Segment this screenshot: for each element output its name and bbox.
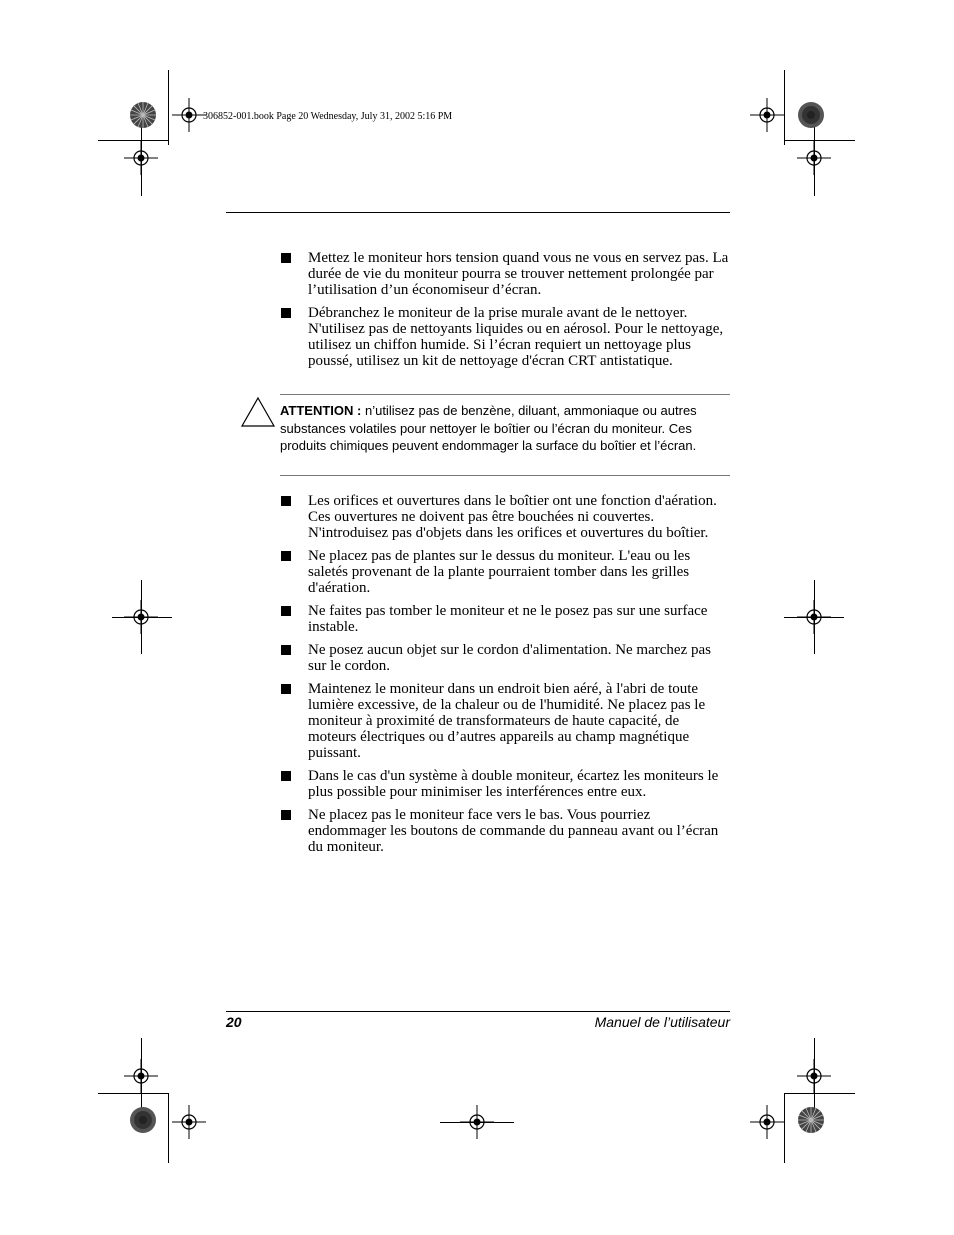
square-bullet-icon <box>281 771 291 781</box>
registration-target-icon <box>750 98 784 132</box>
caution-text <box>280 402 720 455</box>
list-item-text: Ne placez pas le moniteur face vers le bas. Vous pourriez endommager les boutons de commande du panneau avant ou l’écran du moniteur. <box>308 807 719 855</box>
crop-mark <box>814 118 815 196</box>
crop-mark <box>112 617 172 618</box>
square-bullet-icon <box>281 810 291 820</box>
crop-mark <box>98 1093 168 1094</box>
crop-mark <box>784 70 785 145</box>
footer-title: Manuel de l’utilisateur <box>594 1014 730 1030</box>
crop-mark <box>785 1093 855 1094</box>
crop-mark <box>784 617 844 618</box>
list-item-text: Dans le cas d'un système à double moniteur, écartez les moniteurs le plus possible pour minimiser les interférences entre eux. <box>308 768 719 800</box>
crop-mark <box>168 1093 169 1163</box>
book-info-header: 306852-001.book Page 20 Wednesday, July 31, 2002 5:16 PM <box>203 111 453 122</box>
list-item <box>280 493 730 541</box>
crop-mark <box>784 1093 785 1163</box>
color-wheel-icon <box>797 1106 825 1134</box>
page-number: 20 <box>226 1014 242 1030</box>
warning-triangle-icon <box>240 396 276 428</box>
crop-mark <box>141 1038 142 1116</box>
crop-mark <box>168 70 169 145</box>
square-bullet-icon <box>281 496 291 506</box>
footer-rule <box>226 1011 730 1012</box>
bullet-list-top <box>280 250 730 376</box>
color-wheel-icon <box>797 101 825 129</box>
list-item-text: Les orifices et ouvertures dans le boîtier ont une fonction d'aération. Ces ouvertures ne doivent pas être bouchées ni couvertes. N'introduisez pas d'objets dans les orifices et ouvertures du boîtier. <box>308 493 717 541</box>
square-bullet-icon <box>281 551 291 561</box>
list-item-text: Débranchez le moniteur de la prise murale avant de le nettoyer. N'utilisez pas de nettoyants liquides ou en aérosol. Pour le nettoyage, utilisez un chiffon humide. Si l’écran requiert un nettoyage plus poussé, utilisez un kit de nettoyage d'écran CRT antistatique. <box>308 305 724 369</box>
list-item-text: Ne faites pas tomber le moniteur et ne le posez pas sur une surface instable. <box>308 603 708 635</box>
list-item <box>280 305 730 369</box>
list-item-text: Ne posez aucun objet sur le cordon d'alimentation. Ne marchez pas sur le cordon. <box>308 642 711 674</box>
square-bullet-icon <box>281 684 291 694</box>
list-item-text: Ne placez pas de plantes sur le dessus du moniteur. L'eau ou les saletés provenant de la plante pourraient tomber dans les grilles d'aération. <box>308 548 691 596</box>
square-bullet-icon <box>281 645 291 655</box>
list-item <box>280 768 730 800</box>
list-item-text: Mettez le moniteur hors tension quand vous ne vous en servez pas. La durée de vie du moniteur pourra se trouver nettement prolongée par l’utilisation d’un économiseur d’écran. <box>308 250 729 298</box>
color-wheel-icon <box>129 101 157 129</box>
list-item <box>280 548 730 596</box>
list-item <box>280 603 730 635</box>
crop-mark <box>141 118 142 196</box>
registration-target-icon <box>750 1105 784 1139</box>
bullet-list-bottom <box>280 493 730 862</box>
square-bullet-icon <box>281 606 291 616</box>
list-item <box>280 642 730 674</box>
crop-mark <box>440 1122 514 1123</box>
square-bullet-icon <box>281 253 291 263</box>
caution-body: n’utilisez pas de benzène, diluant, ammoniaque ou autres substances volatiles pour nettoyer le boîtier ou l’écran du moniteur. Ces produits chimiques peuvent endommager la surface du boîtier et l’écran. <box>280 403 697 453</box>
square-bullet-icon <box>281 308 291 318</box>
crop-mark <box>814 1038 815 1116</box>
list-item <box>280 250 730 298</box>
top-rule <box>226 212 730 213</box>
list-item-text: Maintenez le moniteur dans un endroit bien aéré, à l'abri de toute lumière excessive, de la chaleur ou de l'humidité. Ne placez pas le moniteur à proximité de transformateurs de haute capacité, de moteurs électriques ou d’autres appareils au champ magnétique puissant. <box>308 681 706 761</box>
registration-target-icon <box>172 1105 206 1139</box>
list-item <box>280 681 730 761</box>
caution-label: ATTENTION : <box>280 403 362 418</box>
registration-target-icon <box>172 98 206 132</box>
list-item <box>280 807 730 855</box>
color-wheel-icon <box>129 1106 157 1134</box>
caution-box <box>280 394 730 476</box>
